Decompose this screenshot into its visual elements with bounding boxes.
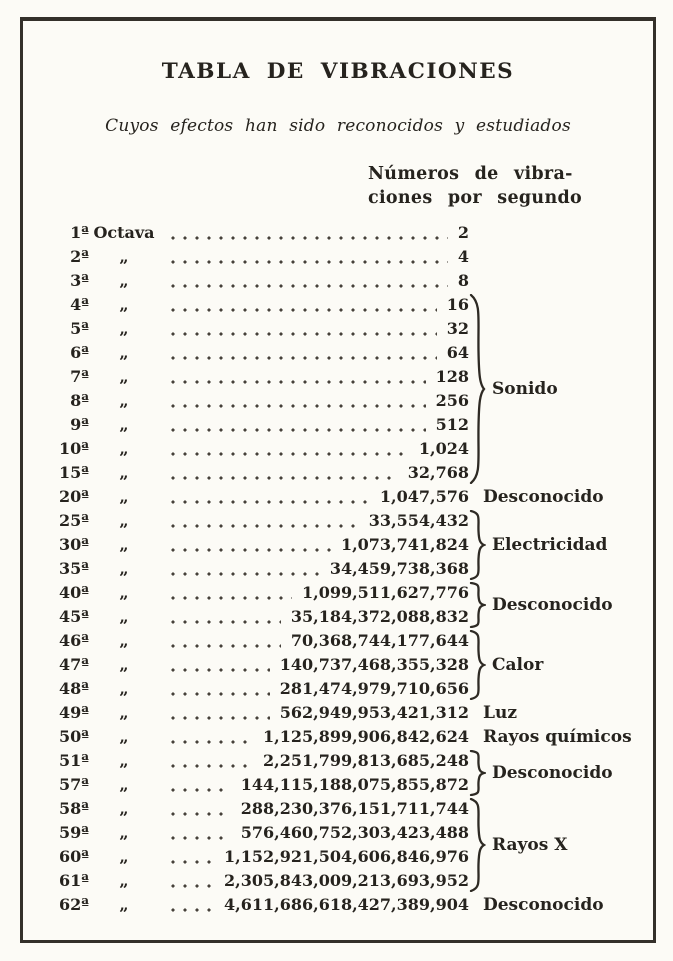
table-row	[57, 557, 469, 581]
brace-icon	[469, 750, 486, 796]
octave-label: 45ª	[58, 607, 89, 626]
vibration-value: 2	[457, 223, 469, 242]
dotted-leader	[167, 269, 448, 293]
dotted-leader	[167, 437, 409, 461]
table-row	[57, 725, 469, 749]
unit-label: „	[119, 871, 129, 890]
table-row	[57, 509, 469, 533]
octave-label: 30ª	[58, 535, 89, 554]
column-header	[368, 162, 582, 210]
page-frame	[20, 17, 656, 943]
unit-label: „	[119, 415, 129, 434]
dotted-leader	[167, 317, 437, 341]
category-group	[469, 701, 517, 725]
octave-label: 25ª	[58, 511, 89, 530]
vibration-value: 35,184,372,088,832	[290, 607, 469, 626]
brace-icon	[469, 294, 486, 484]
octave-label: 15ª	[58, 463, 89, 482]
vibration-value: 128	[435, 367, 469, 386]
table-row	[57, 341, 469, 365]
octave-label: 8ª	[70, 391, 89, 410]
unit-label: „	[119, 703, 129, 722]
dotted-leader	[167, 341, 437, 365]
table-row	[57, 269, 469, 293]
octave-label: 61ª	[58, 871, 89, 890]
vibration-value: 1,024	[418, 439, 469, 458]
vibration-value: 512	[435, 415, 469, 434]
vibration-value: 16	[446, 295, 469, 314]
unit-label: „	[119, 799, 129, 818]
dotted-leader	[167, 605, 281, 629]
octave-label: 3ª	[70, 271, 89, 290]
octave-label: 47ª	[58, 655, 89, 674]
vibration-value: 1,099,511,627,776	[301, 583, 469, 602]
vibration-value: 576,460,752,303,423,488	[240, 823, 469, 842]
octave-label: 10ª	[58, 439, 89, 458]
vibration-value: 256	[435, 391, 469, 410]
octave-label: 2ª	[70, 247, 89, 266]
dotted-leader	[167, 461, 398, 485]
vibration-value: 32	[446, 319, 469, 338]
category-label: Desconocido	[492, 595, 613, 615]
dotted-leader	[167, 773, 231, 797]
unit-label: „	[119, 679, 129, 698]
category-label: Calor	[492, 655, 544, 675]
table-row	[57, 581, 469, 605]
vibration-value: 1,073,741,824	[340, 535, 469, 554]
vibration-value: 33,554,432	[368, 511, 469, 530]
table-row	[57, 413, 469, 437]
dotted-leader	[167, 749, 253, 773]
unit-label: „	[119, 511, 129, 530]
dotted-leader	[167, 629, 281, 653]
vibration-value: 4,611,686,618,427,389,904	[224, 895, 469, 914]
page-title: TABLA DE VIBRACIONES	[161, 59, 515, 84]
unit-label: „	[119, 487, 129, 506]
octave-label: 20ª	[58, 487, 89, 506]
unit-label: „	[119, 463, 129, 482]
unit-label: „	[119, 343, 129, 362]
octave-label: 58ª	[58, 799, 89, 818]
table-row	[57, 869, 469, 893]
octave-label: 48ª	[58, 679, 89, 698]
vibration-value: 1,125,899,906,842,624	[263, 727, 469, 746]
dotted-leader	[167, 365, 426, 389]
table-row	[57, 653, 469, 677]
octave-label: 59ª	[58, 823, 89, 842]
category-label: Rayos X	[492, 835, 568, 855]
brace-icon	[469, 798, 486, 892]
unit-label: „	[119, 367, 129, 386]
vibration-table	[57, 221, 469, 917]
vibration-value: 1,152,921,504,606,846,976	[224, 847, 469, 866]
table-row	[57, 293, 469, 317]
dotted-leader	[167, 797, 231, 821]
unit-label: „	[119, 631, 129, 650]
table-row	[57, 677, 469, 701]
brace-icon	[469, 510, 486, 580]
unit-label: „	[119, 895, 129, 914]
unit-label: „	[119, 439, 129, 458]
category-label: Desconocido	[492, 763, 613, 783]
vibration-value: 8	[457, 271, 469, 290]
octave-label: 5ª	[70, 319, 89, 338]
dotted-leader	[167, 221, 448, 245]
octave-label: 50ª	[58, 727, 89, 746]
category-group	[469, 893, 604, 917]
octave-label: 40ª	[58, 583, 89, 602]
dotted-leader	[167, 725, 253, 749]
vibration-value: 32,768	[407, 463, 469, 482]
unit-label: „	[119, 583, 129, 602]
table-row	[57, 365, 469, 389]
unit-label: „	[119, 727, 129, 746]
column-header-line2: ciones por segundo	[368, 188, 582, 208]
vibration-value: 2,251,799,813,685,248	[263, 751, 469, 770]
table-row	[57, 245, 469, 269]
octave-label: 7ª	[70, 367, 89, 386]
table-row	[57, 893, 469, 917]
table-row	[57, 845, 469, 869]
octave-label: 4ª	[70, 295, 89, 314]
brace-icon	[469, 582, 486, 628]
dotted-leader	[167, 845, 214, 869]
vibration-value: 4	[457, 247, 469, 266]
table-row	[57, 821, 469, 845]
vibration-value: 281,474,979,710,656	[279, 679, 469, 698]
category-group	[469, 509, 607, 581]
unit-label: „	[119, 247, 129, 266]
dotted-leader	[167, 245, 448, 269]
octave-label: 51ª	[58, 751, 89, 770]
category-group	[469, 581, 613, 629]
brace-icon	[469, 630, 486, 700]
octave-label: 49ª	[58, 703, 89, 722]
table-row	[57, 797, 469, 821]
table-row	[57, 389, 469, 413]
category-label: Desconocido	[483, 487, 604, 507]
octave-label: 46ª	[58, 631, 89, 650]
octave-label: 1ª	[70, 223, 89, 242]
vibration-value: 70,368,744,177,644	[290, 631, 469, 650]
unit-label: „	[119, 559, 129, 578]
category-group	[469, 629, 543, 701]
table-row	[57, 533, 469, 557]
dotted-leader	[167, 701, 270, 725]
dotted-leader	[167, 485, 370, 509]
octave-label: 6ª	[70, 343, 89, 362]
unit-label: „	[119, 607, 129, 626]
dotted-leader	[167, 413, 426, 437]
table-row	[57, 437, 469, 461]
octave-label: 60ª	[58, 847, 89, 866]
vibration-value: 140,737,468,355,328	[279, 655, 469, 674]
vibration-value: 64	[446, 343, 469, 362]
table-row	[57, 485, 469, 509]
category-group	[469, 293, 558, 485]
category-group	[469, 749, 613, 797]
category-label: Electricidad	[492, 535, 608, 555]
page-subtitle: Cuyos efectos han sido reconocidos y estudiados	[105, 116, 571, 136]
unit-label: Octava	[93, 223, 155, 242]
category-label: Desconocido	[483, 895, 604, 915]
dotted-leader	[167, 533, 331, 557]
unit-label: „	[119, 847, 129, 866]
category-label: Sonido	[492, 379, 558, 399]
unit-label: „	[119, 535, 129, 554]
table-row	[57, 605, 469, 629]
dotted-leader	[167, 389, 426, 413]
vibration-value: 34,459,738,368	[329, 559, 469, 578]
dotted-leader	[167, 677, 270, 701]
unit-label: „	[119, 655, 129, 674]
table-row	[57, 749, 469, 773]
vibration-value: 2,305,843,009,213,693,952	[224, 871, 469, 890]
vibration-value: 1,047,576	[379, 487, 469, 506]
dotted-leader	[167, 821, 231, 845]
category-label: Rayos químicos	[483, 727, 632, 747]
dotted-leader	[167, 869, 214, 893]
octave-label: 62ª	[58, 895, 89, 914]
unit-label: „	[119, 751, 129, 770]
table-row	[57, 317, 469, 341]
unit-label: „	[119, 295, 129, 314]
table-row	[57, 773, 469, 797]
vibration-value: 288,230,376,151,711,744	[240, 799, 469, 818]
unit-label: „	[119, 391, 129, 410]
dotted-leader	[167, 509, 359, 533]
vibration-value: 562,949,953,421,312	[279, 703, 469, 722]
dotted-leader	[167, 893, 214, 917]
octave-label: 57ª	[58, 775, 89, 794]
table-row	[57, 701, 469, 725]
vibration-value: 144,115,188,075,855,872	[240, 775, 469, 794]
unit-label: „	[119, 271, 129, 290]
unit-label: „	[119, 823, 129, 842]
unit-label: „	[119, 319, 129, 338]
unit-label: „	[119, 775, 129, 794]
dotted-leader	[167, 557, 320, 581]
category-group	[469, 797, 567, 893]
column-header-line1: Números de vibra-	[368, 164, 573, 184]
category-label: Luz	[483, 703, 517, 723]
table-row	[57, 461, 469, 485]
category-group	[469, 485, 604, 509]
octave-label: 35ª	[58, 559, 89, 578]
dotted-leader	[167, 653, 270, 677]
dotted-leader	[167, 581, 292, 605]
category-group	[469, 725, 632, 749]
table-row	[57, 221, 469, 245]
octave-label: 9ª	[70, 415, 89, 434]
table-row	[57, 629, 469, 653]
dotted-leader	[167, 293, 437, 317]
